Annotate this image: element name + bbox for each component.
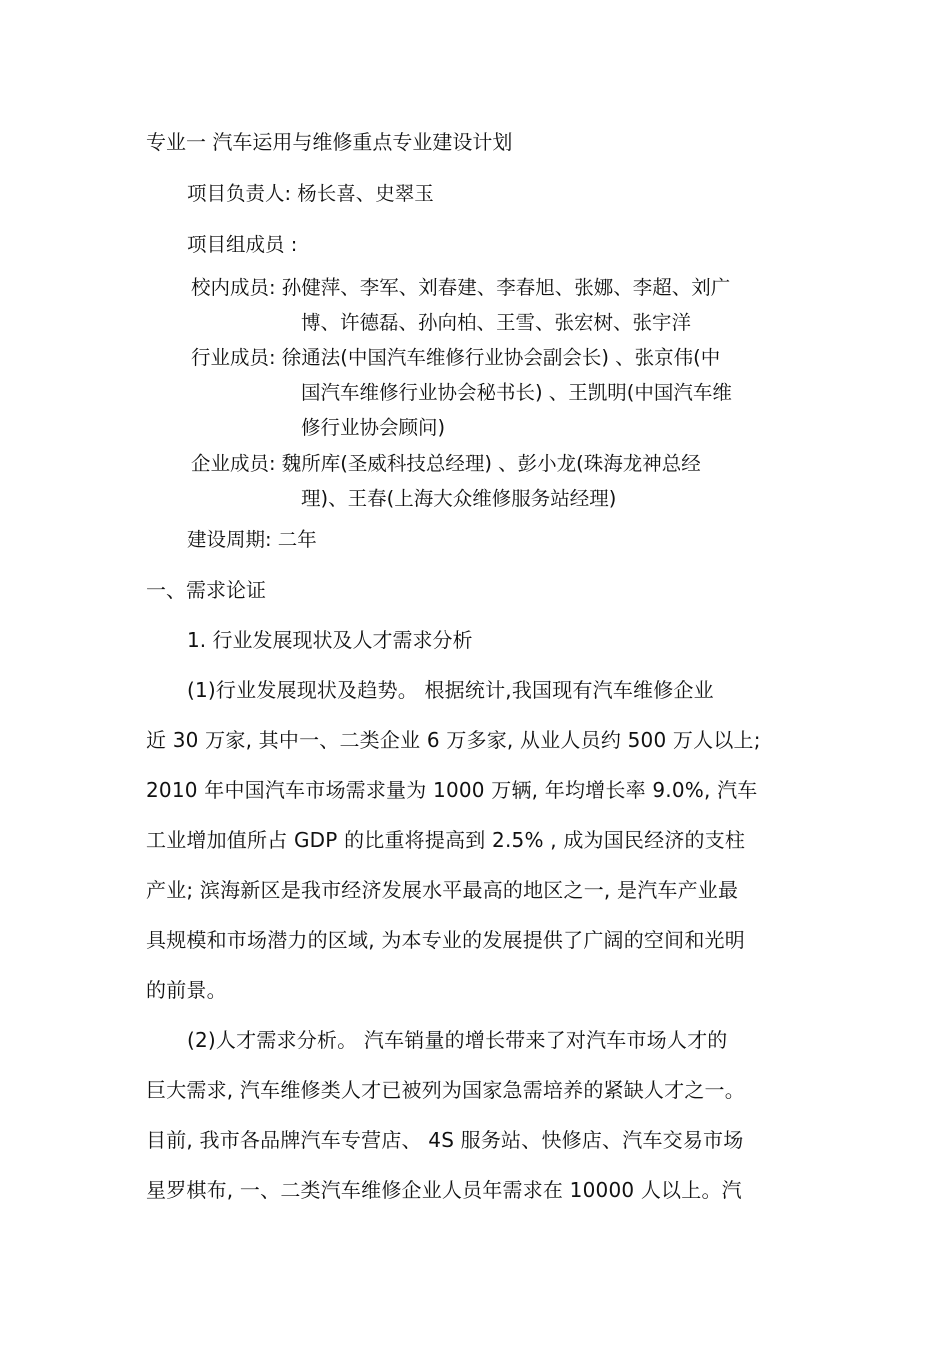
enterprise-members-line: 企业成员: 魏所库(圣威科技总经理) 、彭小龙(珠海龙神总经 <box>191 452 701 475</box>
enterprise-members-line: 理)、王春(上海大众维修服务站经理) <box>301 487 617 510</box>
paragraph-line: 产业; 滨海新区是我市经济发展水平最高的地区之一, 是汽车产业最 <box>146 878 739 902</box>
industry-members-line: 行业成员: 徐通法(中国汽车维修行业协会副会长) 、张京伟(中 <box>191 346 721 369</box>
paragraph-line: 2010 年中国汽车市场需求量为 1000 万辆, 年均增长率 9.0%, 汽车 <box>146 778 758 802</box>
paragraph-line: 具规模和市场潜力的区域, 为本专业的发展提供了广阔的空间和光明 <box>146 928 745 952</box>
section-heading: 一、需求论证 <box>146 578 266 602</box>
industry-members-line: 国汽车维修行业协会秘书长) 、王凯明(中国汽车维 <box>301 381 732 404</box>
subsection-heading: 1. 行业发展现状及人才需求分析 <box>187 628 473 652</box>
paragraph-line: 的前景。 <box>146 978 227 1002</box>
paragraph-line: 目前, 我市各品牌汽车专营店、 4S 服务站、快修店、汽车交易市场 <box>146 1128 744 1152</box>
doc-title: 专业一 汽车运用与维修重点专业建设计划 <box>146 130 513 154</box>
paragraph-line: (1)行业发展现状及趋势。 根据统计,我国现有汽车维修企业 <box>187 678 714 702</box>
construction-period-line: 建设周期: 二年 <box>187 528 317 551</box>
paragraph-line: 工业增加值所占 GDP 的比重将提高到 2.5% , 成为国民经济的支柱 <box>146 828 746 852</box>
paragraph-line: (2)人才需求分析。 汽车销量的增长带来了对汽车市场人才的 <box>187 1028 728 1052</box>
project-members-heading: 项目组成员 : <box>187 233 298 256</box>
industry-members-line: 修行业协会顾问) <box>301 416 446 439</box>
paragraph-line: 巨大需求, 汽车维修类人才已被列为国家急需培养的紧缺人才之一。 <box>146 1078 745 1102</box>
project-leader-line: 项目负责人: 杨长喜、史翠玉 <box>187 182 434 205</box>
school-members-line: 博、许德磊、孙向柏、王雪、张宏树、张宇洋 <box>301 311 692 334</box>
paragraph-line: 近 30 万家, 其中一、二类企业 6 万多家, 从业人员约 500 万人以上; <box>146 728 761 752</box>
paragraph-line: 星罗棋布, 一、二类汽车维修企业人员年需求在 10000 人以上。汽 <box>146 1178 742 1202</box>
school-members-line: 校内成员: 孙健萍、李军、刘春建、李春旭、张娜、李超、刘广 <box>191 276 731 299</box>
